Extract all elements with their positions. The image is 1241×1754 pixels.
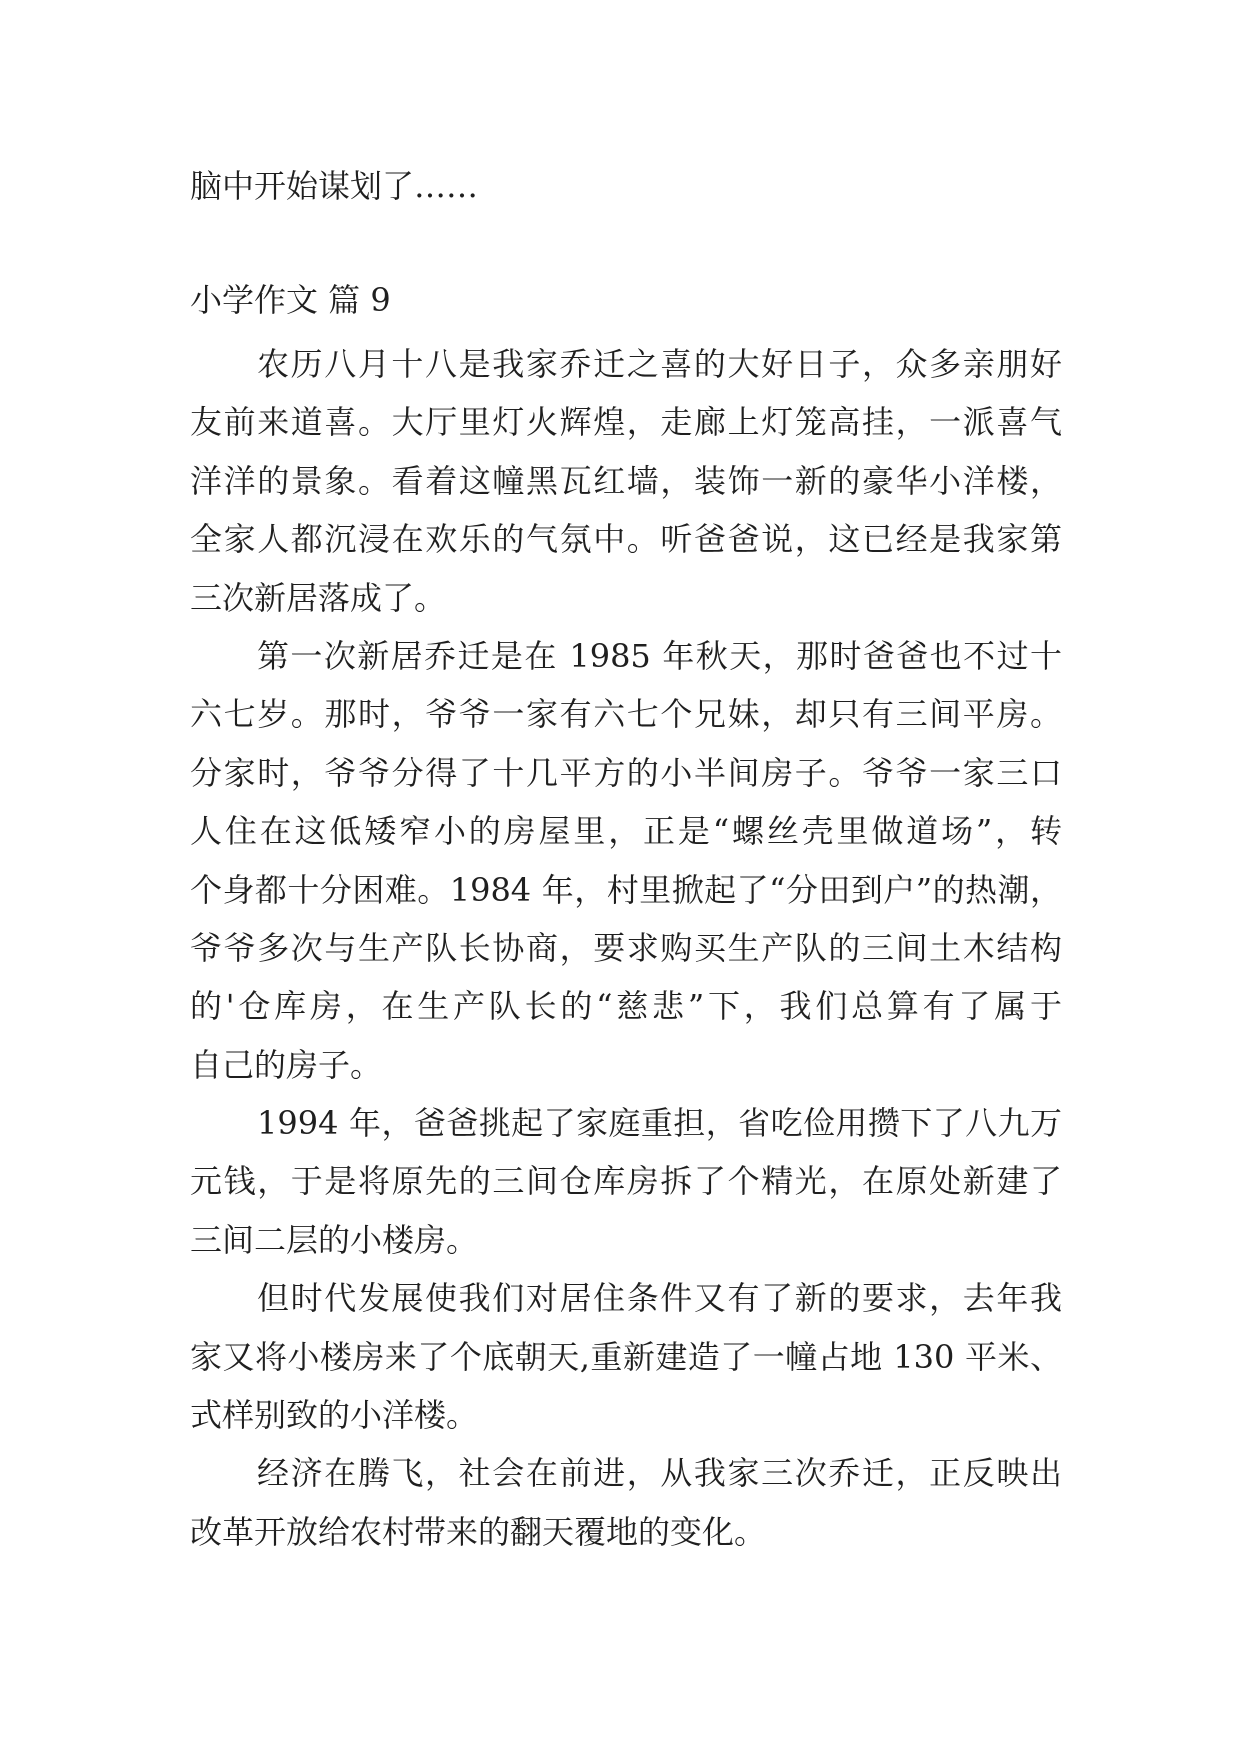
section-heading: [190, 271, 1062, 329]
paragraph-line: 元钱，于是将原先的三间仓库房拆了个精光，在原处新建了: [190, 1162, 1062, 1201]
continued-line: 脑中开始谋划了……: [190, 167, 479, 205]
paragraph-line: 洋洋的景象。看着这幢黑瓦红墙，装饰一新的豪华小洋楼，: [190, 461, 1062, 500]
paragraph-line: 爷爷多次与生产队长协商，要求购买生产队的三间土木结构: [190, 928, 1062, 967]
paragraph-line: 改革开放给农村带来的翻天覆地的变化。: [190, 1512, 767, 1551]
paragraph-line: 友前来道喜。大厅里灯火辉煌，走廊上灯笼高挂，一派喜气: [190, 403, 1062, 442]
paragraph-5: [190, 1444, 1062, 1561]
paragraph-4: [190, 1269, 1062, 1444]
paragraph-line: 人住在这低矮窄小的房屋里，正是“螺丝壳里做道场”，转: [190, 812, 1062, 851]
paragraph-line: 家又将小楼房来了个底朝天,重新建造了一幢占地 130 平米、: [190, 1337, 1062, 1376]
paragraph-line: 全家人都沉浸在欢乐的气氛中。听爸爸说，这已经是我家第: [190, 520, 1062, 559]
paragraph-line: 六七岁。那时，爷爷一家有六七个兄妹，却只有三间平房。: [190, 695, 1062, 734]
paragraph-line: 式样别致的小洋楼。: [190, 1396, 479, 1435]
paragraph-line: 三次新居落成了。: [190, 578, 447, 617]
continued-text: [190, 157, 1062, 215]
essay-body: [190, 335, 1062, 1561]
paragraph-line: 自己的房子。: [190, 1045, 383, 1084]
paragraph-2: [190, 627, 1062, 1094]
paragraph-line: 农历八月十八是我家乔迁之喜的大好日子，众多亲朋好: [257, 345, 1062, 383]
paragraph-line: 三间二层的小楼房。: [190, 1220, 479, 1259]
paragraph-line: 第一次新居乔迁是在 1985 年秋天，那时爸爸也不过十: [257, 636, 1062, 675]
paragraph-line: 1994 年，爸爸挑起了家庭重担，省吃俭用攒下了八九万: [257, 1104, 1062, 1143]
paragraph-line: 的'仓库房，在生产队长的“慈悲”下，我们总算有了属于: [190, 987, 1062, 1026]
paragraph-line: 经济在腾飞，社会在前进，从我家三次乔迁，正反映出: [257, 1454, 1062, 1493]
paragraph-line: 个身都十分困难。1984 年，村里掀起了“分田到户”的热潮，: [190, 870, 1062, 909]
paragraph-line: 但时代发展使我们对居住条件又有了新的要求，去年我: [257, 1279, 1062, 1318]
paragraph-1: [190, 335, 1062, 627]
paragraph-line: 分家时，爷爷分得了十几平方的小半间房子。爷爷一家三口: [190, 753, 1062, 792]
section-title: 小学作文 篇 9: [190, 281, 391, 319]
paragraph-3: [190, 1094, 1062, 1269]
